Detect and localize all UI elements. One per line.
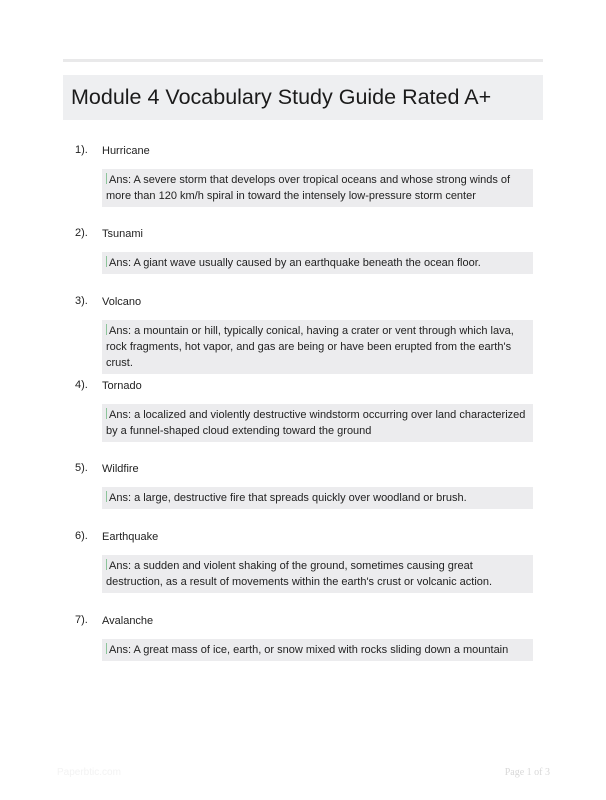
item-term: Avalanche [102, 615, 154, 627]
answer-text: Ans: a mountain or hill, typically conical, having a crater or vent through which lava, rock fragments, hot vapor, and gas are being or have been erupted from the earth's crust. [106, 325, 514, 369]
item-term: Wildfire [102, 463, 139, 475]
answer-marker [106, 408, 107, 419]
item-term: Earthquake [102, 531, 159, 543]
item-number: 7). [75, 614, 88, 626]
watermark-text: Paperbtic.com [57, 767, 121, 778]
item-term: Volcano [102, 296, 142, 308]
answer-box [102, 555, 533, 593]
item-term: Hurricane [102, 145, 150, 157]
answer-marker [106, 491, 107, 502]
item-term: Tsunami [102, 228, 143, 240]
answer-marker [106, 324, 107, 335]
page-title: Module 4 Vocabulary Study Guide Rated A+ [71, 85, 492, 109]
answer-box [102, 169, 533, 207]
item-number: 4). [75, 379, 88, 391]
answer-text: Ans: a sudden and violent shaking of the ground, sometimes causing great destruction, as a result of movements within the earth's crust or volcanic action. [106, 560, 493, 588]
item-number: 6). [75, 530, 88, 542]
answer-box [102, 320, 533, 374]
item-term: Tornado [102, 380, 142, 392]
top-divider [63, 59, 543, 62]
answer-marker [106, 173, 107, 184]
item-number: 1). [75, 144, 88, 156]
answer-text: Ans: A giant wave usually caused by an earthquake beneath the ocean floor. [109, 257, 481, 269]
answer-text: Ans: A severe storm that develops over tropical oceans and whose strong winds of more than 120 km/h spiral in toward the intensely low-pressure storm center [106, 174, 511, 202]
answer-marker [106, 559, 107, 570]
item-number: 3). [75, 295, 88, 307]
answer-marker [106, 256, 107, 267]
answer-text: Ans: a localized and violently destructive windstorm occurring over land characterized by a funnel-shaped cloud extending toward the ground [106, 409, 526, 437]
answer-marker [106, 643, 107, 654]
answer-text: Ans: A great mass of ice, earth, or snow mixed with rocks sliding down a mountain [109, 644, 509, 656]
answer-box [102, 487, 533, 509]
answer-box [102, 252, 533, 274]
answer-box [102, 639, 533, 661]
item-number: 5). [75, 462, 88, 474]
page-number: Page 1 of 3 [504, 767, 550, 778]
item-number: 2). [75, 227, 88, 239]
answer-text: Ans: a large, destructive fire that spreads quickly over woodland or brush. [109, 492, 467, 504]
answer-box [102, 404, 533, 442]
title-banner [63, 75, 543, 120]
